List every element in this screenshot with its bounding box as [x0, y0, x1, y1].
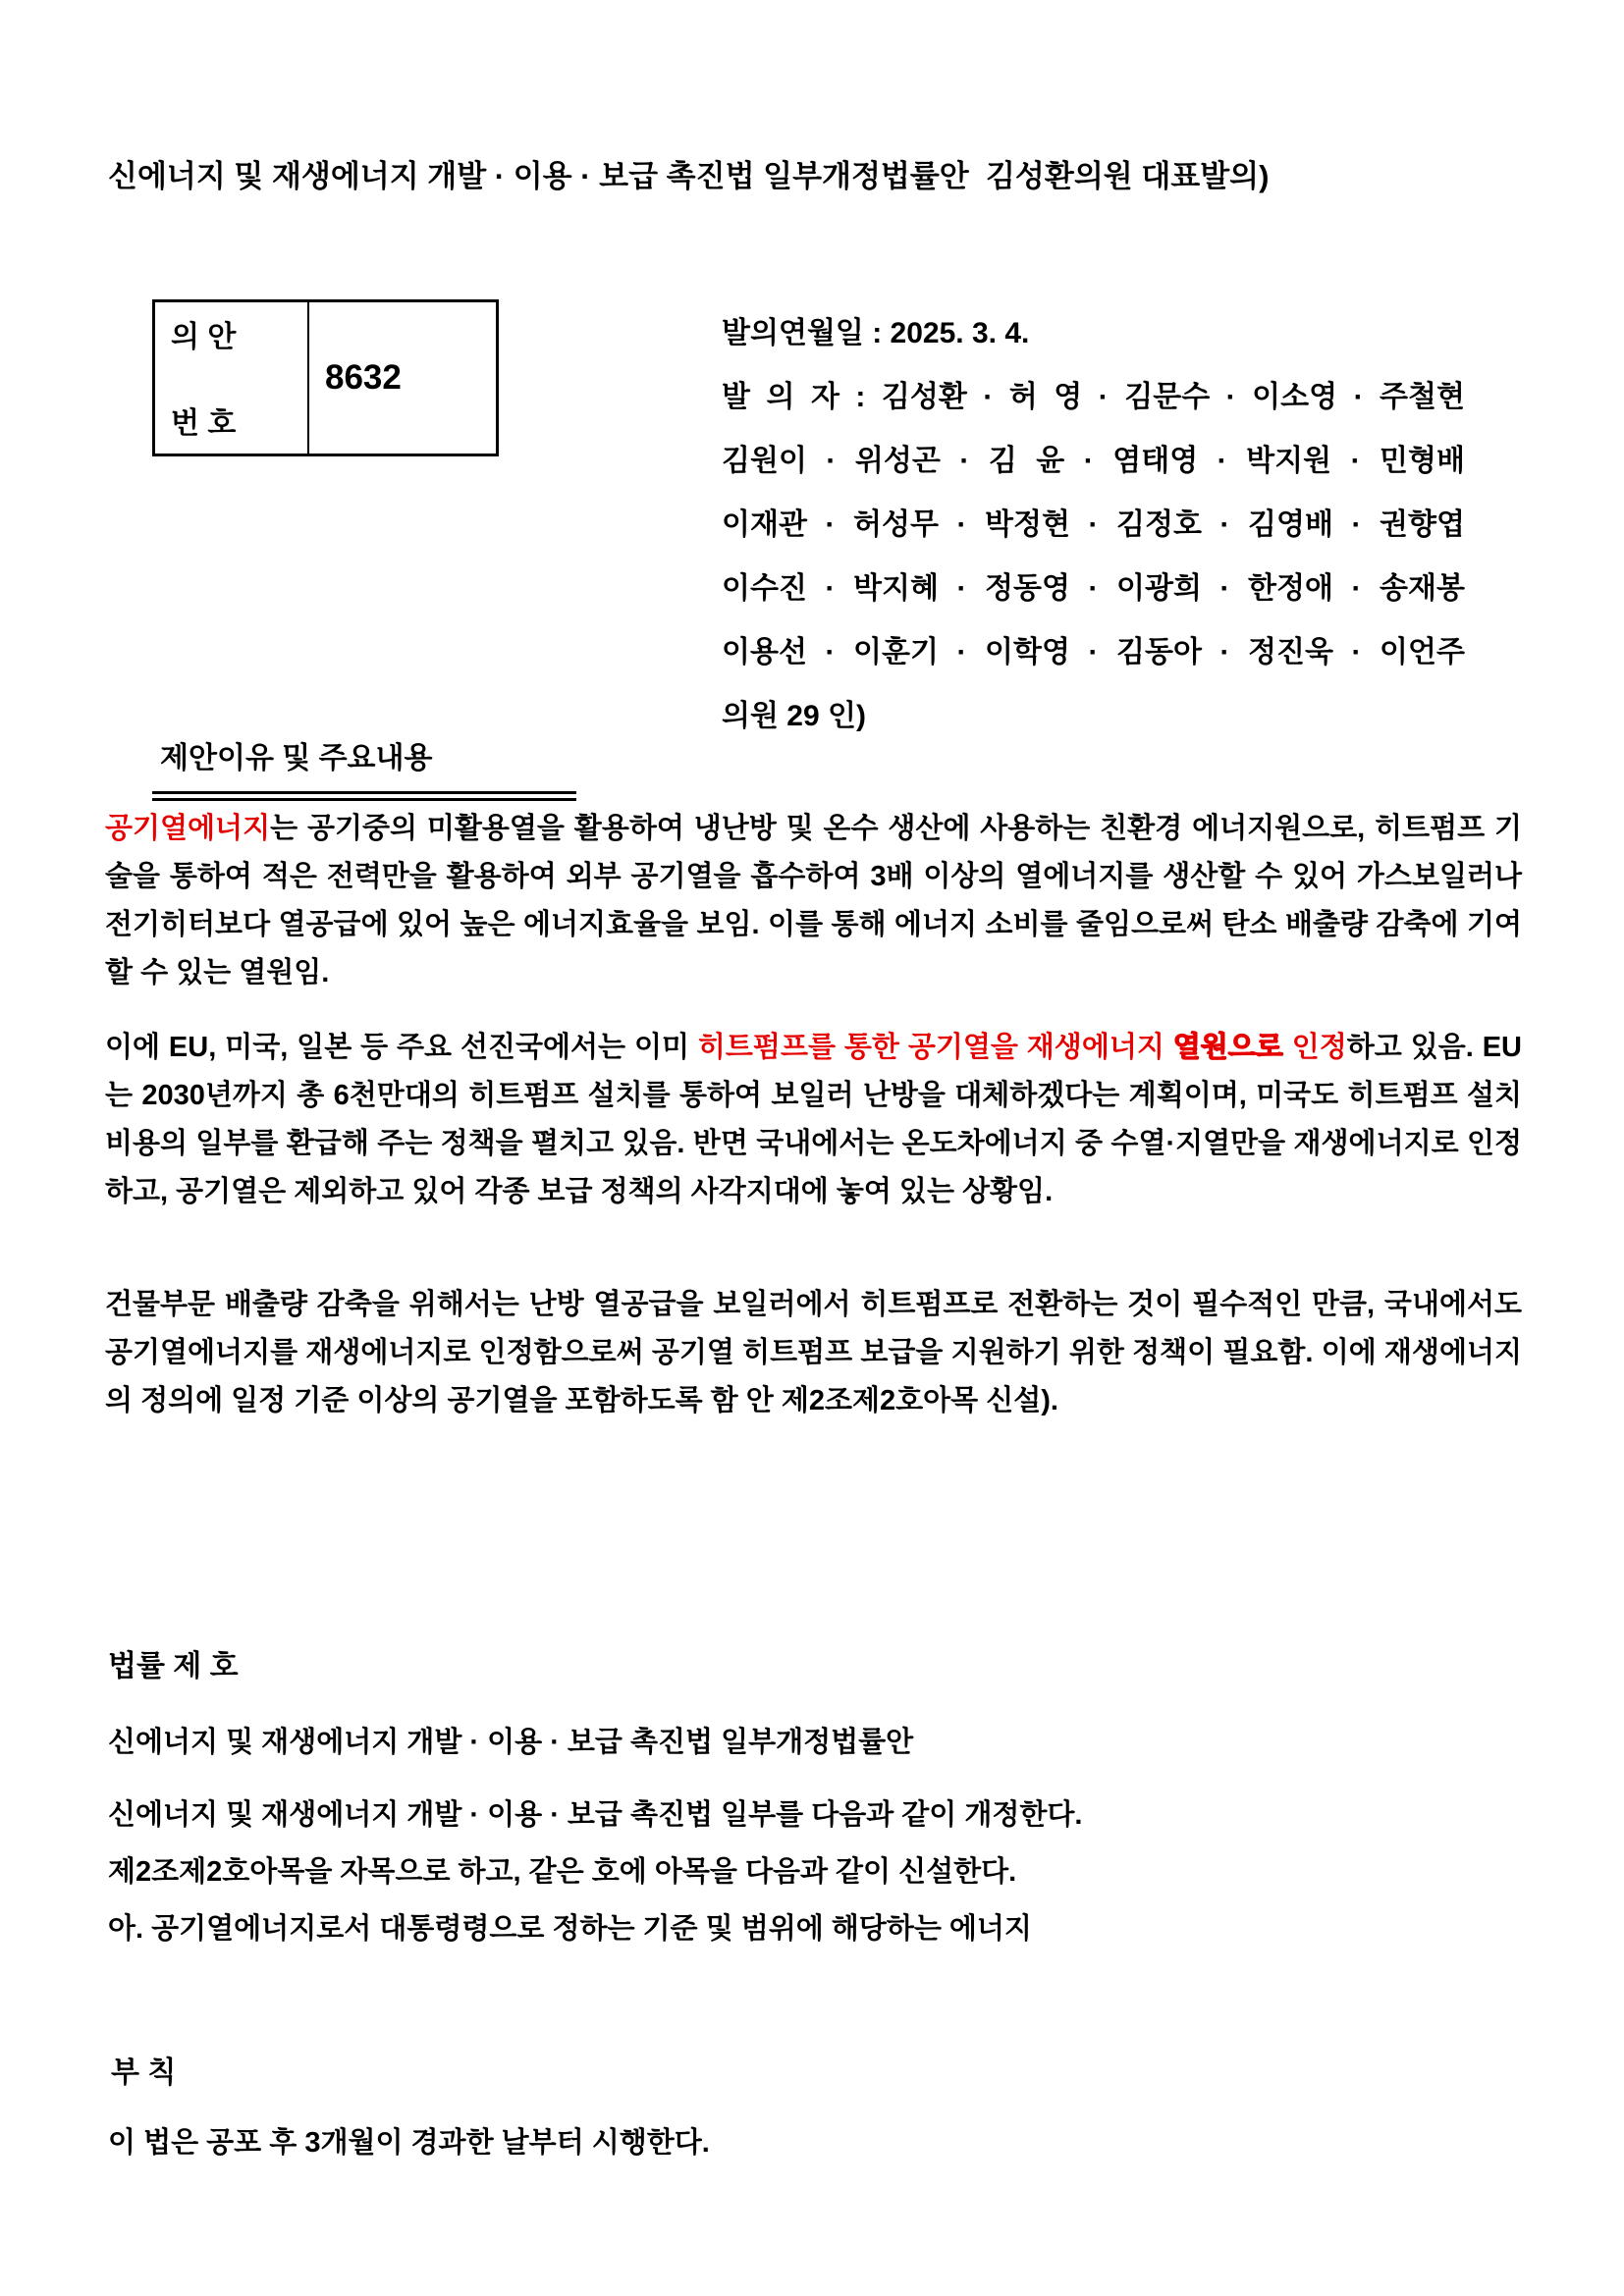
proposer-line-4: 이수진 · 박지혜 · 정동영 · 이광희 · 한정애 · 송재봉	[722, 572, 1465, 605]
bill-number-label	[155, 302, 309, 454]
bill-number-value: 8632	[325, 358, 402, 397]
proposer-line-2: 김원이 · 위성곤 · 김 윤 · 염태영 · 박지원 · 민형배	[722, 445, 1465, 477]
reason-p1-text: 는 공기중의 미활용열을 활용하여 냉난방 및 온수 생산에 사용하는 친환경 에너지원으로, 히트펌프 기술을 통하여 적은 전력만을 활용하여 외부 공기열을 흡수하여 3배 이상의 열에너지를 생산할 수 있어 가스보일러나 전기히터보다 열공급에 있어 높은 에너지효율을 보임. 이를 통해 에너지 소비를 줄임으로써 탄소 배출량 감축에 기여할 수 있는 열원임.	[105, 813, 1522, 988]
addendum-body: 이 법은 공포 후 3개월이 경과한 날부터 시행한다.	[108, 2127, 710, 2159]
proposer-line-3: 이재관 · 허성무 · 박정현 · 김정호 · 김영배 · 권향엽	[722, 508, 1465, 541]
proposer-line-5: 이용선 · 이훈기 · 이학영 · 김동아 · 정진욱 · 이언주	[722, 636, 1465, 668]
divider-rule	[152, 791, 576, 801]
reason-paragraph-1	[105, 805, 1522, 997]
bill-number-label-line2: 번 호	[171, 407, 237, 440]
reason-p1-highlight: 공기열에너지	[105, 813, 271, 844]
reason-heading: 제안이유 및 주요내용	[160, 742, 433, 774]
document-title: 신에너지 및 재생에너지 개발 · 이용 · 보급 촉진법 일부개정법률안 김성환의원 대표발의)	[108, 159, 1270, 193]
reason-p2-text-2: 하고 있음. EU는 2030년까지 총 6천만대의 히트펌프 설치를 통하여 보일러 난방을 대체하겠다는 계획이며, 미국도 히트펌프 설치비용의 일부를 환급해 주는 정책을 펼치고 있음. 반면 국내에서는 온도차에너지 중 수열·지열만을 재생에너지로 인정하고, 공기열은 제외하고 있어 각종 보급 정책의 사각지대에 놓여 있는 상황임.	[105, 1032, 1522, 1207]
law-body	[108, 1787, 1525, 1957]
bill-number-box	[152, 299, 499, 456]
reason-p2-highlight-1: 히트펌프를 통한 공기열을 재생에너지	[697, 1032, 1173, 1063]
proposer-count: 의원 29 인)	[722, 700, 866, 732]
reason-paragraph-3: 건물부문 배출량 감축을 위해서는 난방 열공급을 보일러에서 히트펌프로 전환하는 것이 필수적인 만큼, 국내에서도 공기열에너지를 재생에너지로 인정함으로써 공기열 히트펌프 보급을 지원하기 위한 정책이 필요함. 이에 재생에너지의 정의에 일정 기준 이상의 공기열을 포함하도록 함 안 제2조제2호아목 신설).	[105, 1289, 1523, 1416]
law-title: 신에너지 및 재생에너지 개발 · 이용 · 보급 촉진법 일부개정법률안	[108, 1727, 914, 1758]
law-body-line-3: 아. 공기열에너지로서 대통령령으로 정하는 기준 및 범위에 해당하는 에너지	[108, 1913, 1032, 1945]
proposer-line-1: 발 의 자 : 김성환 · 허 영 · 김문수 · 이소영 · 주철현	[722, 381, 1465, 413]
reason-p2-highlight-2: 인정	[1291, 1032, 1347, 1063]
addendum-heading: 부 칙	[111, 2056, 177, 2089]
law-body-line-1: 신에너지 및 재생에너지 개발 · 이용 · 보급 촉진법 일부를 다음과 같이 개정한다.	[108, 1799, 1083, 1831]
bill-number-label-line1: 의 안	[171, 321, 237, 353]
reason-paragraph-2	[105, 1024, 1522, 1216]
proposal-date: 발의연월일 : 2025. 3. 4.	[722, 317, 1030, 349]
law-body-line-2: 제2조제2호아목을 자목으로 하고, 같은 호에 아목을 다음과 같이 신설한다.	[108, 1856, 1017, 1888]
reason-p2-text-1: 이에 EU, 미국, 일본 등 주요 선진국에서는 이미	[105, 1032, 698, 1063]
law-number-heading: 법률 제 호	[108, 1650, 239, 1682]
reason-p2-outline-text: 열원으로	[1172, 1032, 1292, 1063]
proposal-meta	[722, 301, 1465, 748]
